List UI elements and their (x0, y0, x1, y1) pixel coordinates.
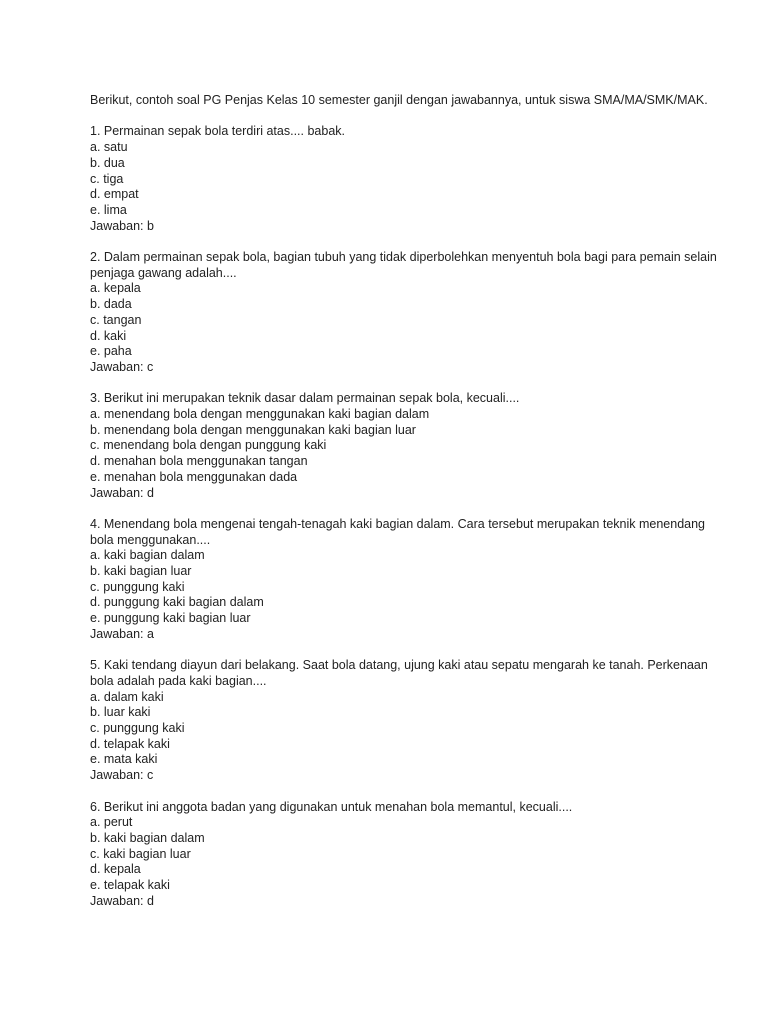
question-3 (90, 391, 730, 501)
option-a: a. menendang bola dengan menggunakan kaki bagian dalam (90, 407, 430, 422)
option-c: c. kaki bagian luar (90, 846, 191, 861)
option-a: a. satu (90, 140, 128, 155)
option-d: d. punggung kaki bagian dalam (90, 595, 264, 610)
question-1 (90, 124, 730, 234)
answer-line: Jawaban: d (90, 893, 154, 908)
answer-line: Jawaban: a (90, 626, 154, 641)
option-d: d. kepala (90, 862, 141, 877)
option-c: c. menendang bola dengan punggung kaki (90, 438, 327, 453)
document-page (90, 93, 730, 925)
option-a: a. kepala (90, 281, 141, 296)
option-c: c. tiga (90, 171, 124, 186)
question-text: 5. Kaki tendang diayun dari belakang. Saat bola datang, ujung kaki atau sepatu mengarah ke tanah. Perkenaan bola adalah pada kaki bagian.... (90, 658, 708, 688)
question-text: 4. Menendang bola mengenai tengah-tenagah kaki bagian dalam. Cara tersebut merupakan teknik menendang bola menggunakan.... (90, 516, 706, 547)
option-d: d. menahan bola menggunakan tangan (90, 454, 308, 469)
option-e: e. lima (90, 202, 127, 217)
option-c: c. punggung kaki (90, 579, 185, 594)
option-c: c. punggung kaki (90, 721, 185, 736)
option-d: d. telapak kaki (90, 736, 170, 751)
option-e: e. mata kaki (90, 752, 158, 767)
question-text: 6. Berikut ini anggota badan yang digunakan untuk menahan bola memantul, kecuali.... (90, 799, 573, 814)
question-text: 2. Dalam permainan sepak bola, bagian tubuh yang tidak diperbolehkan menyentuh bola bagi para pemain selain penjaga gawang adalah.... (90, 250, 717, 280)
option-b: b. dada (90, 297, 132, 312)
question-6 (90, 800, 730, 910)
option-d: d. kaki (90, 328, 127, 343)
option-c: c. tangan (90, 312, 142, 327)
intro-paragraph: Berikut, contoh soal PG Penjas Kelas 10 semester ganjil dengan jawabannya, untuk siswa SMA/MA/SMK/MAK. (90, 93, 708, 107)
question-text: 3. Berikut ini merupakan teknik dasar dalam permainan sepak bola, kecuali.... (90, 391, 520, 406)
answer-line: Jawaban: d (90, 485, 154, 500)
option-b: b. dua (90, 155, 125, 170)
question-2 (90, 250, 730, 376)
option-e: e. telapak kaki (90, 878, 170, 893)
option-a: a. dalam kaki (90, 689, 164, 704)
option-b: b. kaki bagian dalam (90, 830, 205, 845)
question-5 (90, 658, 730, 784)
option-a: a. perut (90, 815, 133, 830)
option-b: b. menendang bola dengan menggunakan kaki bagian luar (90, 422, 416, 437)
option-b: b. kaki bagian luar (90, 564, 192, 579)
question-text: 1. Permainan sepak bola terdiri atas.... babak. (90, 124, 346, 139)
answer-line: Jawaban: b (90, 218, 154, 233)
answer-line: Jawaban: c (90, 768, 154, 783)
option-e: e. paha (90, 344, 132, 359)
answer-line: Jawaban: c (90, 359, 154, 374)
option-d: d. empat (90, 187, 139, 202)
question-4 (90, 517, 730, 643)
option-e: e. menahan bola menggunakan dada (90, 469, 298, 484)
option-e: e. punggung kaki bagian luar (90, 611, 251, 626)
option-a: a. kaki bagian dalam (90, 548, 205, 563)
option-b: b. luar kaki (90, 705, 151, 720)
